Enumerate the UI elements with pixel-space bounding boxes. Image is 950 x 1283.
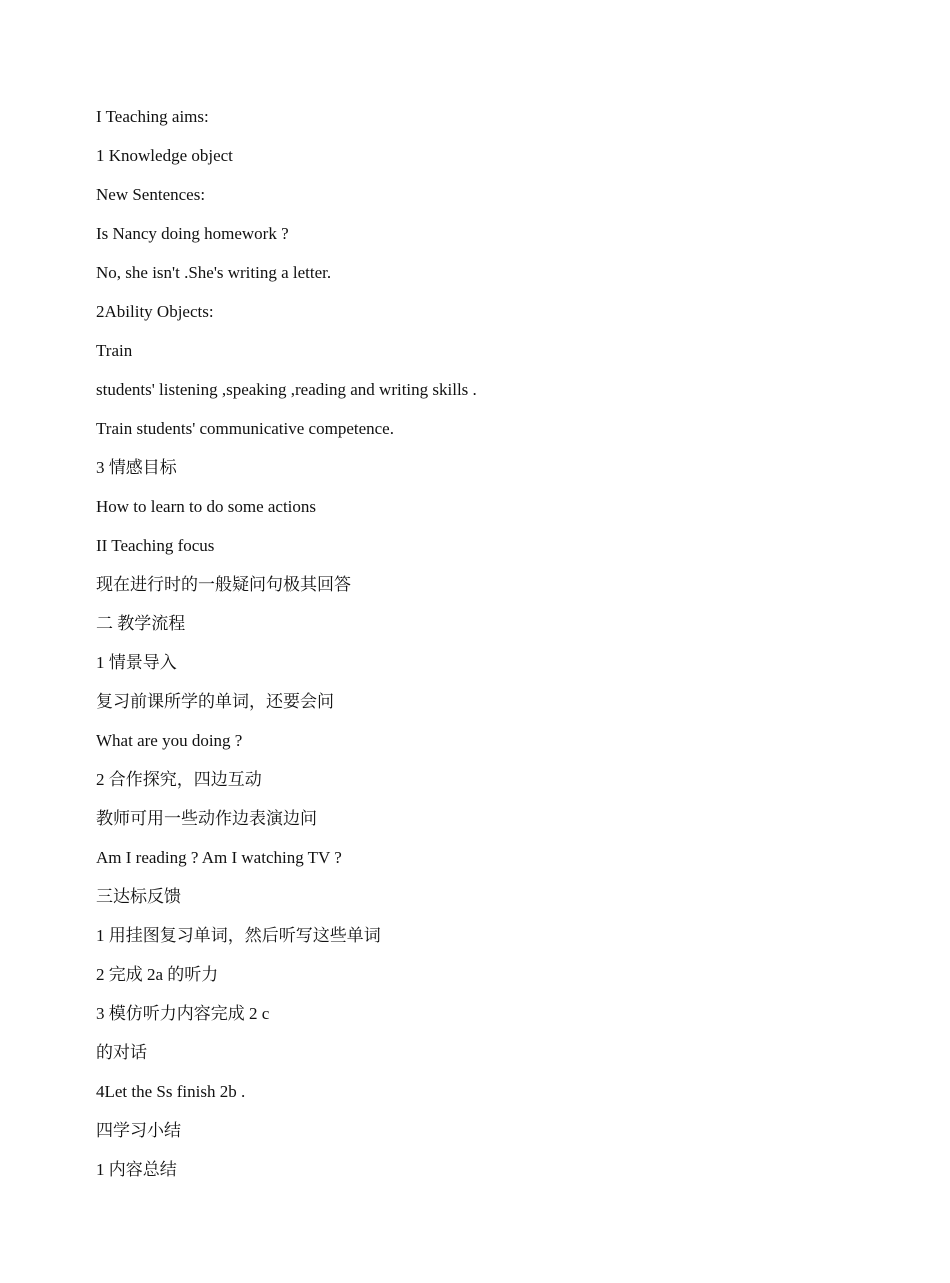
text-line-teaching-process: 二 教学流程 (96, 614, 186, 633)
text-line-actions: How to learn to do some actions (96, 497, 317, 516)
text-line-dialogue: 的对话 (96, 1043, 147, 1062)
text-line-question: Is Nancy doing homework ? (96, 224, 289, 243)
text-line-knowledge-object: 1 Knowledge object (96, 146, 233, 165)
document-body (96, 104, 477, 1196)
text-line-focus-detail: 现在进行时的一般疑问句极其回答 (96, 575, 351, 594)
text-line-teaching-focus: II Teaching focus (96, 536, 215, 555)
text-line-feedback: 三达标反馈 (96, 887, 181, 906)
text-line-content-summary: 1 内容总结 (96, 1160, 177, 1179)
text-line-wall-chart: 1 用挂图复习单词，然后听写这些单词 (96, 926, 381, 945)
text-line-competence: Train students' communicative competence. (96, 419, 394, 438)
text-line-emotion-goal: 3 情感目标 (96, 458, 177, 477)
text-line-summary: 四学习小结 (96, 1121, 181, 1140)
text-line-review-words: 复习前课所学的单词，还要会问 (96, 692, 334, 711)
text-line-answer: No, she isn't .She's writing a letter. (96, 263, 332, 282)
text-line-teacher-actions: 教师可用一些动作边表演边问 (96, 809, 317, 828)
text-line-new-sentences: New Sentences: (96, 185, 206, 204)
text-line-train: Train (96, 341, 133, 360)
text-line-ability-objects: 2Ability Objects: (96, 302, 214, 321)
text-line-imitate-2c: 3 模仿听力内容完成 2 c (96, 1004, 270, 1023)
text-line-cooperation: 2 合作探究，四边互动 (96, 770, 262, 789)
text-line-what-doing: What are you doing ? (96, 731, 243, 750)
text-line-finish-2b: 4Let the Ss finish 2b . (96, 1082, 246, 1101)
text-line-scene-intro: 1 情景导入 (96, 653, 177, 672)
text-line-skills: students' listening ,speaking ,reading and writing skills . (96, 380, 477, 399)
text-line-listening-2a: 2 完成 2a 的听力 (96, 965, 219, 984)
text-line-teaching-aims: I Teaching aims: (96, 107, 209, 126)
text-line-am-i-reading: Am I reading ? Am I watching TV ? (96, 848, 342, 867)
